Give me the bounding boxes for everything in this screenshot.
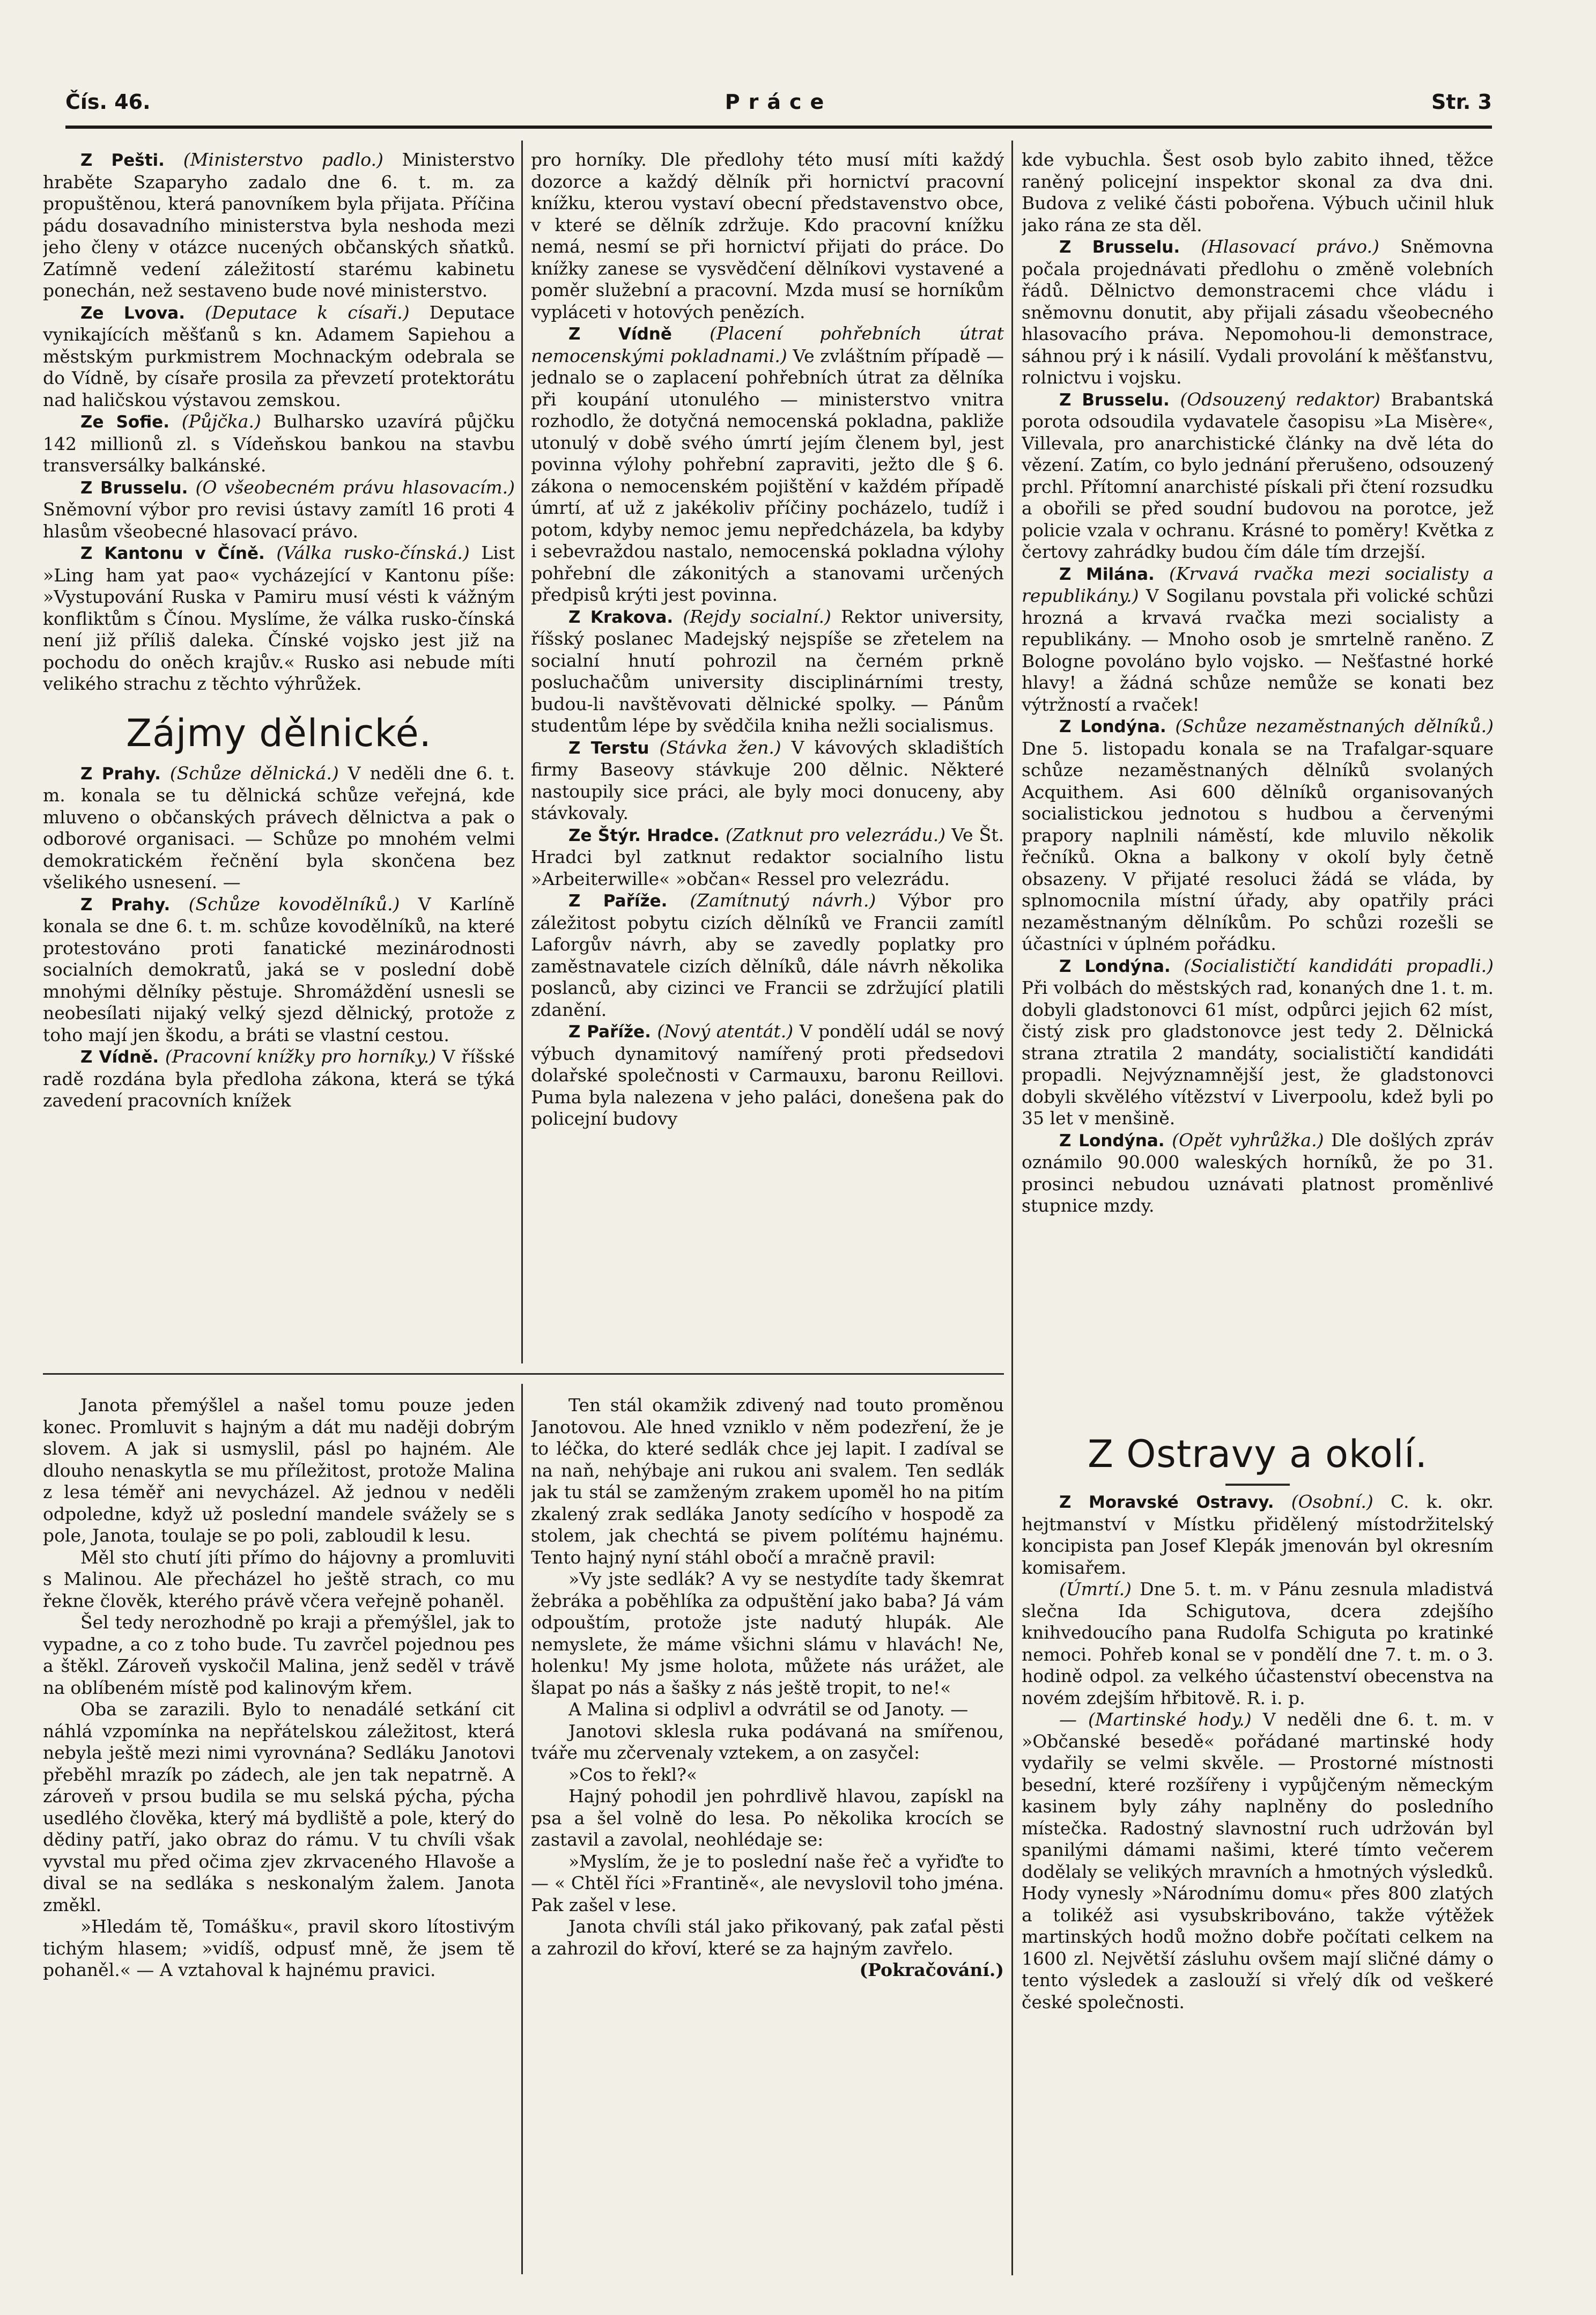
section-rule bbox=[1225, 1484, 1290, 1486]
item-text: kde vybuchla. Šest osob bylo zabito ihned, těžce raněný policejní inspektor skonal za dva dni. Budova z veliké části pobořena. Výbuch učinil hluk jako rána ze sta děl. bbox=[1022, 149, 1494, 235]
item-subtitle: (O všeobecném právu hlasovacím.) bbox=[195, 476, 515, 498]
item-subtitle: (Zatknut pro velezrádu.) bbox=[725, 824, 946, 845]
item-subtitle: (Úmrtí.) bbox=[1059, 1579, 1132, 1599]
serial-paragraph: »Cos to řekl?« bbox=[568, 1764, 698, 1785]
item-subtitle: (Opět vyhrůžka.) bbox=[1172, 1129, 1324, 1151]
news-item bbox=[43, 411, 515, 477]
feuilleton-column-1 bbox=[43, 1395, 515, 2280]
item-text: V Sogilanu povstala při volické schůzi hrozná a krvavá rvačka mezi socialisty a republikány. — Mnoho osob je smrtelně raněno. Z Bologne povoláno bylo vojsko. — Nešťastné horké hlavy! a žádná schůze nemůže se konati bez výtržností a rvaček! bbox=[1022, 585, 1494, 715]
item-place: Z Paříže. bbox=[568, 1022, 651, 1042]
item-place: Z Londýna. bbox=[1059, 956, 1171, 976]
section-heading: Z Ostravy a okolí. bbox=[1088, 1432, 1428, 1476]
item-place: Z Kantonu v Číně. bbox=[80, 544, 265, 563]
serial-paragraph: Janotovi sklesla ruka podávaná na smířenou, tváře mu zčervenaly vztekem, a on zasyčel: bbox=[531, 1720, 1004, 1763]
feuilleton-divider bbox=[43, 1373, 1004, 1375]
item-place: Z Pešti. bbox=[80, 151, 165, 170]
item-subtitle: (Stávka žen.) bbox=[659, 736, 781, 758]
newspaper-title: Práce bbox=[725, 90, 833, 114]
page-header bbox=[65, 90, 1492, 128]
item-text: V neděli dne 6. t. m. v »Občanské besedě« pořádané martinské hody vydařily se velmi skvěle. — Prostorné místnosti besední, které rozšířeny i vypůjčeným německým kasinem byly záhy naplněny do posledního místečka. Radostný slavnostní ruch udržován byl spanilými dámami našimi, které tímto večerem dodělaly se velikých mravních a hmotných výsledků. Hody vynesly »Národnímu domu« přes 800 zlatých a tolikéž asi vysubskribováno, takže výtěžek martinských hodů možno dobře počítati celkem na 1600 zl. Největší zásluhu ovšem mají sličné dámy o tento výsledek a zaslouží si vřelý dík od veškeré české společnosti. bbox=[1022, 1709, 1494, 2012]
item-text: V říšské radě rozdána byla předloha zákona, která se týká zavedení pracovních knížek bbox=[43, 1046, 515, 1111]
item-text: Při volbách do městských rad, konaných dne 1. t. m. dobyli gladstonovci 61 míst, odpůrci jejich 62 míst, čistý zisk pro gladstonovce jest tedy 2. Dělnická strana ztratila 2 mandáty, socialističtí kandidáti propadli. Nejvýznamnější jest, že gladstonovci dobyli skvělého vítězství v Liverpoolu, kdež byli po 35 let v menšině. bbox=[1022, 977, 1494, 1129]
item-place: Z Prahy. bbox=[80, 895, 171, 915]
item-place: Z Brusselu. bbox=[80, 478, 188, 498]
item-subtitle: (Ministerstvo padlo.) bbox=[183, 149, 383, 170]
news-item bbox=[531, 323, 1004, 606]
item-place: Z Brusselu. bbox=[1059, 238, 1180, 257]
item-place: Z Londýna. bbox=[1059, 717, 1166, 736]
news-item bbox=[1022, 149, 1494, 236]
news-item bbox=[1022, 1130, 1494, 1217]
item-place: Z Prahy. bbox=[80, 764, 161, 784]
news-item bbox=[43, 542, 515, 695]
news-item bbox=[43, 302, 515, 411]
item-subtitle: (Deputace k císaři.) bbox=[205, 301, 410, 323]
item-text: Dne 5. t. m. v Pánu zesnula mladistvá slečna Ida Schigutova, dcera zdejšího knihvedoucího pana Rudolfa Schiguta po kratinké nemoci. Pohřeb konal se v pondělí dne 7. t. m. o 3. hodině odpol. za velkého účastenství obecenstva na novém zdejším hřbitově. R. i. p. bbox=[1022, 1579, 1494, 1708]
item-text: Ministerstvo hraběte Szaparyho zadalo dne 6. t. m. za propuštěnou, která panovníkem byla přijata. Příčina pádu dosavadního ministerstva byla neshoda mezi jeho členy v otázce nucených občanských sňatků. Zatímně vedení záležitostí starému kabinetu ponechán, než sestaveno bude nové ministerstvo. bbox=[43, 149, 515, 301]
item-text: V Karlíně konala se dne 6. t. m. schůze kovodělníků, na které protestováno proti fanatické mezinárodnosti socialních demokratů, jaká se v poslední době mnohými dělníky pěstuje. Shromáždění usnesli se neobesílati nijaký velký sjezd dělnický, protože z toho mají jen škodu, a bráti se vlastní cestou. bbox=[43, 893, 515, 1045]
serial-paragraph: »Myslím, že je to poslední naše řeč a vyřiďte to — « Chtěl říci »Frantině«, ale nevyslovil toho jména. Pak zašel v lese. bbox=[531, 1850, 1004, 1915]
item-subtitle: (Půjčka.) bbox=[181, 411, 261, 432]
item-subtitle: (Hlasovací právo.) bbox=[1201, 236, 1379, 257]
serial-paragraph: Ten stál okamžik zdivený nad touto proměnou Janotovou. Ale hned vzniklo v něm podezření, že je to léčka, do které sedlák chce jej lapit. I zadíval se na naň, nehýbaje ani rukou ani svalem. Ten sedlák jak tu stál se zamženým zrakem upoměl ho na pitím zkalený zrak sedláka Janoty sedícího v hospodě za stolem, jak chechtá se pivem polítému hajnému. Tento hajný nyní stáhl obočí a mračně pravil: bbox=[531, 1395, 1004, 1568]
item-subtitle: (Schůze dělnická.) bbox=[169, 762, 339, 784]
item-subtitle: (Osobní.) bbox=[1291, 1491, 1373, 1512]
item-subtitle: (Socialističtí kandidáti propadli.) bbox=[1184, 955, 1494, 976]
news-item bbox=[531, 737, 1004, 824]
item-subtitle: (Krvavá rvačka mezi socialisty a republikány.) bbox=[1022, 563, 1494, 606]
column-1 bbox=[43, 149, 515, 1345]
item-text: Brabantská porota odsoudila vydavatele časopisu »La Misère«, Villevala, pro anarchistické články na dvě léta do vězení. Zatím, co bylo jednání přerušeno, odsouzený prchl. Přítomní anarchisté pískali při čtení rozsudku a obořili se před soudní budovou na porotce, jež policie vzala v ochranu. Krásné to poměry! Květka z čertovy zahrádky budou čím dále tím drzejší. bbox=[1022, 388, 1494, 562]
news-item bbox=[531, 824, 1004, 890]
item-subtitle: (Pracovní knížky pro horníky.) bbox=[165, 1046, 437, 1067]
column-divider bbox=[521, 141, 523, 1363]
item-text: C. k. okr. hejtmanství v Místku přidělený místodržitelský koncipista pan Josef Klepák jmenován byl okresním komisařem. bbox=[1022, 1491, 1494, 1578]
news-item bbox=[1022, 1579, 1494, 1709]
news-item bbox=[1022, 1709, 1494, 2013]
item-subtitle: (Placení pohřebních útrat nemocenskými pokladnami.) bbox=[531, 323, 1004, 366]
news-item bbox=[531, 606, 1004, 737]
item-text: Sněmovní výbor pro revisi ústavy zamítl 16 proti 4 hlasům všeobecné hlasovací právo. bbox=[43, 499, 515, 542]
serial-paragraph: A Malina si odplivl a odvrátil se od Janoty. — bbox=[568, 1699, 969, 1720]
news-item bbox=[1022, 563, 1494, 716]
news-item bbox=[1022, 1491, 1494, 1579]
item-text: Výbor pro záležitost pobytu cizích dělníků ve Francii zamítl Laforgův návrh, aby se zavedly poplatky pro zaměstnavatele cizích dělníků, dále návrh několika poslanců, aby cizinci ve Francii se zdržující platili zdanění. bbox=[531, 890, 1004, 1020]
news-item bbox=[43, 149, 515, 302]
serial-paragraph: Šel tedy nerozhodně po kraji a přemýšlel, jak to vypadne, a co z toho bude. Tu zavrčel pojednou pes a štěkl. Zároveň vyskočil Malina, jenž seděl v trávě na oblíbeném místě pod kalinovým křem. bbox=[43, 1612, 515, 1698]
column-divider bbox=[1011, 141, 1013, 2275]
news-item bbox=[531, 1021, 1004, 1130]
news-item bbox=[531, 149, 1004, 323]
item-place: Ze Sofie. bbox=[80, 412, 169, 432]
serial-paragraph: Janota chvíli stál jako přikovaný, pak zaťal pěsti a zahrozil do křoví, které se za hajným zavřelo. bbox=[531, 1916, 1004, 1959]
news-item bbox=[43, 894, 515, 1046]
serial-paragraph: »Vy jste sedlák? A vy se nestydíte tady škemrat žebráka a poběhlíka za odpuštění jako baba? Já vám odpouštím, protože jste nadutý hlupák. Ale nemyslete, že máme všichni slámu v hlavách! Ne, holenku! My jsme holota, můžete nás urážet, ale šlapat po nás a šašky z nás ještě tropit, to ne!« bbox=[531, 1568, 1004, 1698]
item-text: V neděli dne 6. t. m. konala se tu dělnická schůze veřejná, kde mluveno o občanských právech dělnictva a pak o odborové organisaci. — Schůze po mnohém velmi demokratickém řečnění byla skončena bez všelikého usnesení. — bbox=[43, 762, 515, 893]
item-place: Z Milána. bbox=[1059, 564, 1155, 584]
item-subtitle: (Rejdy socialní.) bbox=[683, 606, 831, 627]
item-subtitle: (Zamítnutý návrh.) bbox=[690, 890, 876, 911]
serial-paragraph: Janota přemýšlel a našel tomu pouze jeden konec. Promluvit s hajným a dát mu naději dobrým slovem. A jak si usmyslil, pásl po hajném. Ale dlouho nenaskytla se mu příležitost, protože Malina z lesa téměř ani nevycházel. Až jednou v neděli odpoledne, když už poslední mandele svážely se s pole, Janota, toulaje se po poli, zabloudil k lesu. bbox=[43, 1395, 515, 1546]
news-item bbox=[531, 890, 1004, 1021]
item-text: Dne 5. listopadu konala se na Trafalgar-square schůze nezaměstnaných dělníků svolaných Acquithem. Asi 600 dělníků organisovaných socialistickou jednotou s hudbou a červenými prapory naplnili náměstí, kde mluvilo několik řečníků. Okna a balkony v okolí byly četně obsazeny. V přijaté resoluci žádá se vláda, by splnomocnila místní úřady, aby opatřily práci nezaměstnaným dělníkům. Po schůzi rozešli se účastníci v úplném pořádku. bbox=[1022, 738, 1494, 954]
news-item bbox=[1022, 389, 1494, 563]
item-text: Rektor university, říšský poslanec Madejský nejspíše se zřetelem na socialní hnutí pohrozil na černém prkně posluchačům university disciplinárními tresty, budou-li navštěvovati dělnické spolky. — Pánům studentům lépe by svědčila kniha nežli socialismus. bbox=[531, 606, 1004, 736]
feuilleton-column-2 bbox=[531, 1395, 1004, 2280]
news-item bbox=[1022, 716, 1494, 955]
item-place: Z Londýna. bbox=[1059, 1131, 1165, 1151]
news-item bbox=[1022, 236, 1494, 389]
item-subtitle: — (Martinské hody.) bbox=[1059, 1709, 1252, 1730]
serial-paragraph: Oba se zarazili. Bylo to nenadálé setkání cit náhlá vzpomínka na nepřátelskou záležitost, která nebyla ještě mezi nimi vyrovnána? Sedláku Janotovi přeběhl mrazík po zádech, ale jen tak nepatrně. A zároveň v prsou budila se mu selská pýcha, pýcha usedlého člověka, který má bydliště a pole, který do dědiny patří, jako obraz do rámu. V tu chvíli však vyvstal mu před očima zjev zkrvaceného Hlavoše a dival se na sedláka s neskonalým žalem. Janota změkl. bbox=[43, 1699, 515, 1915]
item-subtitle: (Schůze kovodělníků.) bbox=[188, 893, 400, 915]
item-place: Z Vídně bbox=[568, 325, 672, 344]
column-3-local bbox=[1022, 1416, 1494, 2285]
item-subtitle: (Nový atentát.) bbox=[657, 1021, 794, 1042]
item-place: Ze Štýr. Hradce. bbox=[568, 825, 720, 845]
item-text: V kávových skladištích firmy Baseovy stávkuje 200 dělnic. Některé nastoupily sice práci, ale byly moci donuceny, aby stávkovaly. bbox=[531, 736, 1004, 823]
item-subtitle: (Odsouzený redaktor) bbox=[1180, 388, 1380, 410]
serial-paragraph: »Hledám tě, Tomášku«, pravil skoro lítostivým tichým hlasem; »vidíš, odpusť mně, že jsem tě pohaněl.« — A vztahoval k hajnému pravici. bbox=[43, 1916, 515, 1980]
issue-number: Čís. 46. bbox=[65, 90, 151, 114]
item-subtitle: (Válka rusko-čínská.) bbox=[276, 542, 470, 563]
item-text: List »Ling ham yat pao« vycházející v Kantonu píše: »Vystupování Ruska v Pamiru musí vésti k vážným konfliktům s Čínou. Myslíme, že válka rusko-čínská není již příliš daleka. Čínské vojsko jest již na pochodu do oněch krajův.« Rusko asi nebude míti velikého strachu z těchto výhrůžek. bbox=[43, 542, 515, 694]
section-heading: Zájmy dělnické. bbox=[126, 711, 432, 755]
item-text: pro horníky. Dle předlohy této musí míti každý dozorce a každý dělník při hornictví pracovní knížku, kterou vystaví obecní představenstvo obce, v které se dělník zdržuje. Kdo pracovní knížku nemá, nesmí se při hornictví přijati do práce. Do knížky zanese se vysvědčení dělníkovi vystavené a poměr služební a pracovní. Mzda musí se horníkům vypláceti v hotových penězích. bbox=[531, 149, 1004, 322]
item-place: Z Moravské Ostravy. bbox=[1059, 1493, 1274, 1512]
news-item bbox=[43, 763, 515, 894]
news-item bbox=[43, 1046, 515, 1112]
item-text: Ve Št. Hradci byl zatknut redaktor socialního listu »Arbeiterwille« »občan« Ressel pro velezrádu. bbox=[531, 824, 1004, 889]
item-place: Ze Lvova. bbox=[80, 303, 185, 323]
news-item bbox=[1022, 955, 1494, 1130]
item-place: Z Krakova. bbox=[568, 607, 674, 627]
item-text: V pondělí udál se nový výbuch dynamitový namířený proti předsedovi dolařské společnosti v Carmauxu, baronu Reillovi. Puma byla nalezena v jeho paláci, donešena pak do policejní budovy bbox=[531, 1021, 1004, 1129]
column-3 bbox=[1022, 149, 1494, 1410]
page-number: Str. 3 bbox=[1431, 90, 1492, 114]
column-divider bbox=[521, 1384, 523, 2274]
item-text: Dle došlých zpráv oznámilo 90.000 waleských horníků, že po 31. prosinci nebudou uznávati platnost proměnlivé stupnice mzdy. bbox=[1022, 1129, 1494, 1216]
item-text: Deputace vynikajících měšťanů s kn. Adamem Sapiehou a městským purkmistrem Mochnackým odebrala se do Vídně, by císaře prosila za převzetí protektorátu nad haličskou výstavou zemskou. bbox=[43, 301, 515, 410]
continued-note: (Pokračování.) bbox=[859, 1959, 1004, 1980]
item-text: Ve zvláštním případě — jednalo se o zaplacení pohřebních útrat za dělníka při koupání utonulého — ministerstvo vnitra rozhodlo, že dotyčná nemocenská pokladna, pakliže utonulý v době svého úmrtí jejím členem byl, jest povinna výlohy pohřební zapraviti, ježto dle § 6. zákona o nemocenském pojištění v každém případě úmrtí, ať už z jakékoliv příčiny pocházelo, tudíž i potom, kdyby nemoc jemu nepředcházela, ba kdyby i sebevraždou nastalo, nemocenská pokladna výlohy pohřební dle zákonitých a stanovami určených předpisů krýti jest povinna. bbox=[531, 345, 1004, 605]
item-place: Z Terstu bbox=[568, 738, 649, 758]
item-text: Bulharsko uzavírá půjčku 142 millionů zl. s Vídeňskou bankou na stavbu transversálky balkánské. bbox=[43, 411, 515, 476]
header-rule bbox=[65, 126, 1492, 129]
serial-paragraph: Hajný pohodil jen pohrdlivě hlavou, zapískl na psa a šel volně do lesa. Po několika krocích se zastavil a zavolal, neohlédaje se: bbox=[531, 1786, 1004, 1850]
item-place: Z Vídně. bbox=[80, 1048, 159, 1067]
item-text: Sněmovna počala projednávati předlohu o změně volebních řádů. Dělnictvo demonstracemi chce vládu i sněmovnu donutit, aby přijali zásadu všeobecného hlasovacího práva. Nepomohou-li demonstrace, sáhnou prý i k násilí. Vydali provolání k měšťanstvu, rolnictvu i vojsku. bbox=[1022, 236, 1494, 388]
column-2 bbox=[531, 149, 1004, 1345]
item-subtitle: (Schůze nezaměstnaných dělníků.) bbox=[1175, 716, 1494, 736]
news-item bbox=[43, 477, 515, 543]
serial-paragraph: Měl sto chutí jíti přímo do hájovny a promluviti s Malinou. Ale přecházel ho ještě strach, co mu řekne člověk, kterého právě včera veřejně pohaněl. bbox=[43, 1546, 515, 1611]
item-place: Z Paříže. bbox=[568, 891, 668, 911]
item-place: Z Brusselu. bbox=[1059, 390, 1170, 410]
